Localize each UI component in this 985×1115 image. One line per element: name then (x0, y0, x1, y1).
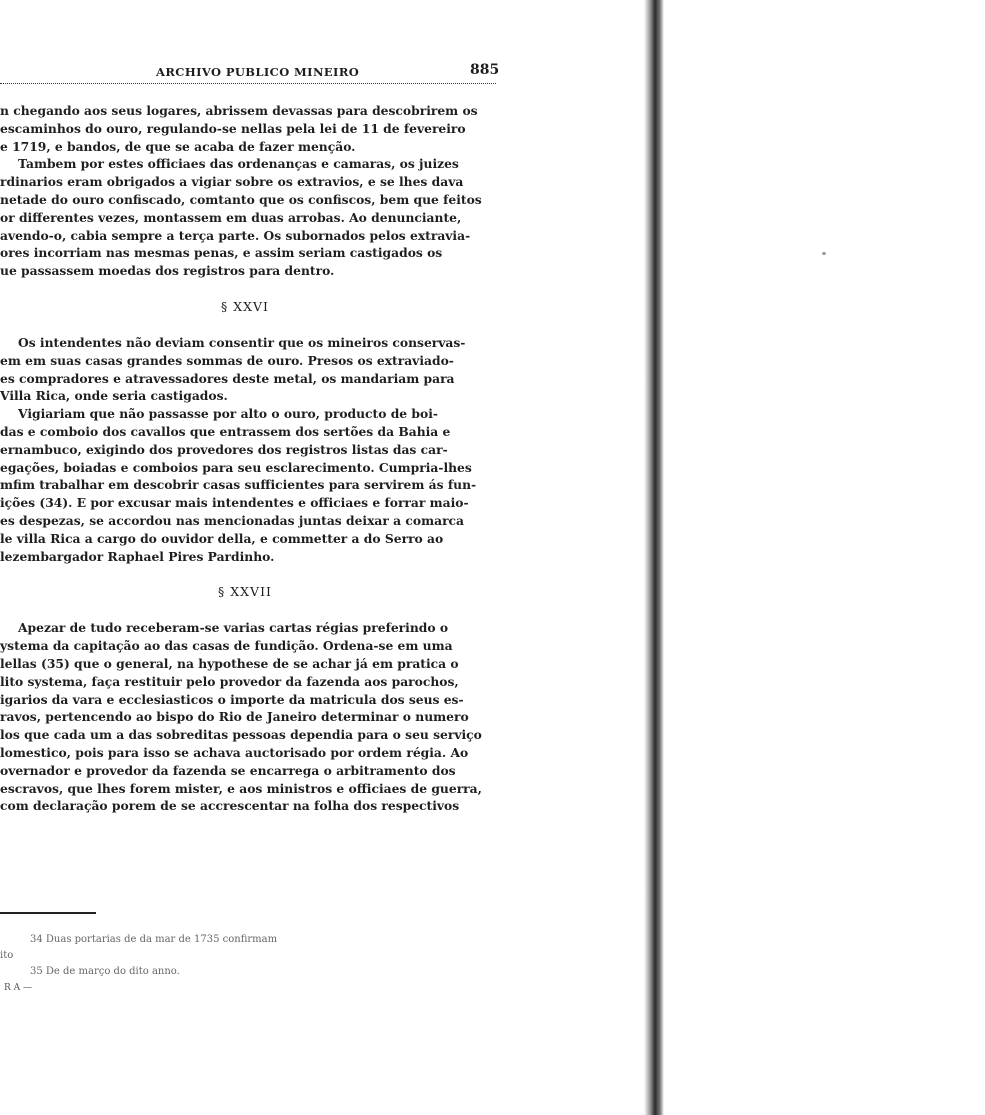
text-line: ue passassem moedas dos registros para dentro. (0, 263, 335, 279)
paragraph-5 (0, 619, 505, 815)
paragraph-2 (0, 155, 505, 280)
header-rule (0, 83, 496, 84)
footnote-34-continued: ito (0, 950, 14, 961)
footnote-34: 34 Duas portarias de da mar de 1735 confirmam (30, 934, 278, 945)
footnote-rule (0, 912, 96, 914)
spacer (0, 318, 505, 334)
paragraph-4 (0, 405, 505, 565)
text-line: es despezas, se accordou nas mencionadas juntas deixar a comarca (0, 512, 465, 528)
footnotes (0, 932, 505, 996)
section-heading-xxvi: § XXVI (221, 298, 269, 314)
text-line: ravos, pertencendo ao bispo do Rio de Janeiro determinar o numero (0, 709, 469, 725)
text-line: Apezar de tudo receberam-se varias cartas régias preferindo o (18, 620, 449, 636)
text-line: n chegando aos seus logares, abrissem devassas para descobrirem os (0, 103, 478, 118)
text-line: mfim trabalhar em descobrir casas sufficientes para servirem ás fun- (0, 477, 477, 493)
text-line: ernambuco, exigindo dos provedores dos registros listas das car- (0, 441, 448, 457)
text-line: Os intendentes não deviam consentir que os mineiros conservas- (18, 334, 466, 350)
body-text (0, 102, 505, 815)
text-line: lito systema, faça restituir pelo provedor da fazenda aos parochos, (0, 673, 459, 689)
text-line: lezembargador Raphael Pires Pardinho. (0, 548, 275, 564)
footnote-35: 35 De de março do dito anno. (30, 966, 180, 977)
text-line: le villa Rica a cargo do ouvidor della, e commetter a do Serro ao (0, 530, 444, 546)
text-line: rdinarios eram obrigados a vigiar sobre os extravios, e se lhes dava (0, 174, 464, 190)
text-line: e 1719, e bandos, de que se acaba de fazer menção. (0, 138, 356, 154)
book-gutter (644, 0, 664, 1115)
text-line: ições (34). E por excusar mais intendentes e officiaes e forrar maio- (0, 495, 469, 511)
section-heading-xxvii: § XXVII (218, 584, 272, 600)
page-number: 885 (470, 62, 500, 78)
text-line: or differentes vezes, montassem em duas arrobas. Ao denunciante, (0, 209, 462, 225)
text-line: lellas (35) que o general, na hypothese de se achar já em pratica o (0, 655, 459, 671)
paragraph-3 (0, 334, 505, 405)
text-line: das e comboio dos cavallos que entrassem dos sertões da Bahia e (0, 423, 451, 439)
text-line: Villa Rica, onde seria castigados. (0, 388, 228, 404)
text-line: Vigiariam que não passasse por alto o ouro, producto de boi- (18, 406, 438, 422)
spacer (0, 280, 505, 296)
text-line: escaminhos do ouro, regulando-se nellas pela lei de 11 de fevereiro (0, 120, 466, 136)
signature-mark: R A — (4, 983, 32, 993)
text-line: netade do ouro confiscado, comtanto que os confiscos, bem que feitos (0, 191, 482, 207)
text-line: com declaração porem de se accrescentar na folha dos respectivos (0, 798, 460, 814)
text-line: overnador e provedor da fazenda se encarrega o arbitramento dos (0, 762, 456, 778)
paragraph-1 (0, 102, 505, 155)
scan-speck (822, 252, 826, 255)
text-line: escravos, que lhes forem mister, e aos ministros e officiaes de guerra, (0, 780, 482, 796)
text-line: ystema da capitação ao das casas de fundição. Ordena-se em uma (0, 638, 453, 654)
text-line: ores incorriam nas mesmas penas, e assim seriam castigados os (0, 245, 443, 261)
spacer (0, 565, 505, 581)
text-line: los que cada um a das sobreditas pessoas dependia para o seu serviço (0, 727, 482, 743)
text-line: avendo-o, cabia sempre a terça parte. Os subornados pelos extravia- (0, 227, 471, 243)
text-line: Tambem por estes officiaes das ordenanças e camaras, os juizes (18, 156, 459, 172)
text-line: lomestico, pois para isso se achava auctorisado por ordem régia. Ao (0, 744, 469, 760)
text-line: igarios da vara e ecclesiasticos o importe da matricula dos seus es- (0, 691, 464, 707)
running-title: ARCHIVO PUBLICO MINEIRO (156, 65, 360, 79)
text-line: es compradores e atravessadores deste metal, os mandariam para (0, 370, 455, 386)
page-header (0, 62, 500, 84)
text-line: egações, boiadas e comboios para seu esclarecimento. Cumpria-lhes (0, 459, 472, 475)
text-line: em em suas casas grandes sommas de ouro. Presos os extraviado- (0, 352, 454, 368)
spacer (0, 603, 505, 619)
